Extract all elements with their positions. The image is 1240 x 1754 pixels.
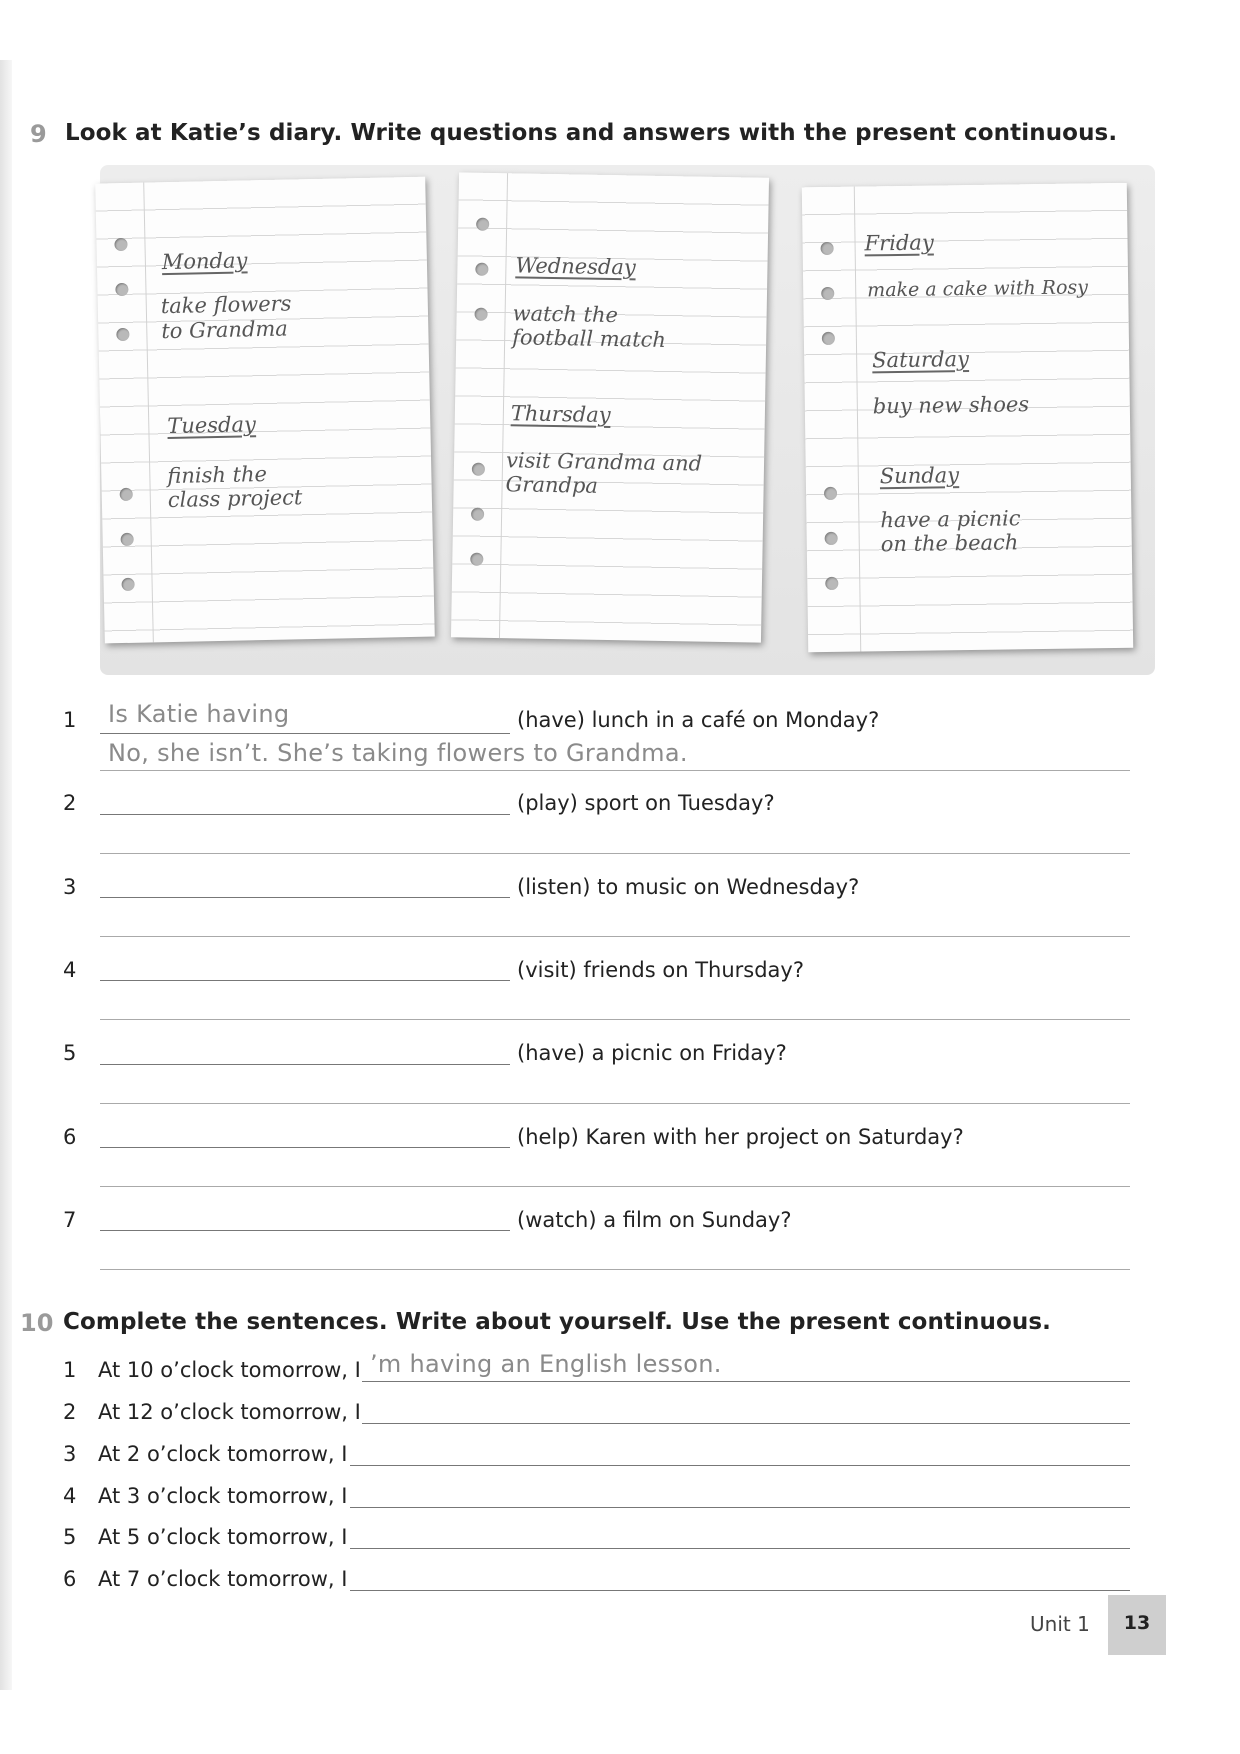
- question-prompt: (watch) a film on Sunday?: [517, 1208, 792, 1232]
- binder-hole: [121, 533, 134, 546]
- question-blank[interactable]: [100, 1147, 510, 1148]
- diary-page-2: [451, 172, 769, 642]
- question-prompt: (play) sport on Tuesday?: [517, 791, 775, 815]
- sentence-number: 6: [63, 1567, 77, 1591]
- sentence-number: 3: [63, 1442, 77, 1466]
- diary-entry: make a cake with Rosy: [867, 276, 1089, 302]
- question-blank[interactable]: [100, 733, 510, 734]
- binder-hole: [476, 218, 489, 231]
- sentence-text: At 2 o’clock tomorrow, I: [98, 1442, 348, 1466]
- diary-day-tuesday: Tuesday: [167, 412, 257, 439]
- diary-day-saturday: Saturday: [872, 346, 970, 373]
- sentence-text: At 10 o’clock tomorrow, I: [98, 1358, 361, 1382]
- diary-day-sunday: Sunday: [879, 463, 960, 489]
- diary-page-3: [802, 183, 1133, 652]
- sentence-text: At 5 o’clock tomorrow, I: [98, 1525, 348, 1549]
- diary-entry: football match: [512, 325, 667, 352]
- answer-line[interactable]: [100, 853, 1130, 854]
- diary-entry: buy new shoes: [872, 392, 1030, 419]
- question-number: 3: [63, 875, 77, 899]
- question-answer-start: Is Katie having: [108, 700, 290, 728]
- question-prompt: (help) Karen with her project on Saturday?: [517, 1125, 964, 1149]
- diary-day-wednesday: Wednesday: [515, 253, 636, 280]
- binder-hole: [824, 487, 837, 500]
- sentence-blank[interactable]: [350, 1548, 1130, 1549]
- answer-line[interactable]: [100, 770, 1130, 771]
- sentence-number: 2: [63, 1400, 77, 1424]
- footer-unit-label: Unit 1: [1030, 1612, 1090, 1636]
- question-prompt: (have) lunch in a café on Monday?: [517, 708, 880, 732]
- diary-day-monday: Monday: [161, 248, 248, 275]
- question-number: 2: [63, 791, 77, 815]
- question-prompt: (have) a picnic on Friday?: [517, 1041, 787, 1065]
- exercise-9-instruction: Look at Katie’s diary. Write questions and answers with the present continuous.: [65, 120, 1118, 146]
- binder-hole: [471, 508, 484, 521]
- sentence-blank[interactable]: [362, 1423, 1130, 1424]
- binder-hole: [114, 238, 127, 251]
- diary-entry: visit Grandma and: [505, 448, 703, 476]
- diary-page-1: [95, 177, 435, 644]
- binder-hole: [825, 532, 838, 545]
- diary-entry: finish the: [167, 461, 268, 489]
- binder-hole: [474, 308, 487, 321]
- question-answer: No, she isn’t. She’s taking flowers to Grandma.: [108, 739, 688, 767]
- binder-hole: [821, 242, 834, 255]
- question-prompt: (listen) to music on Wednesday?: [517, 875, 860, 899]
- binder-hole: [470, 553, 483, 566]
- question-number: 7: [63, 1208, 77, 1232]
- sentence-number: 5: [63, 1525, 77, 1549]
- diary-entry: Grandpa: [505, 472, 599, 498]
- sentence-blank[interactable]: [362, 1381, 1130, 1382]
- sentence-blank[interactable]: [350, 1590, 1130, 1591]
- sentence-text: At 3 o’clock tomorrow, I: [98, 1484, 348, 1508]
- question-blank[interactable]: [100, 980, 510, 981]
- binder-hole: [116, 328, 129, 341]
- binder-hole: [822, 332, 835, 345]
- sentence-blank[interactable]: [350, 1507, 1130, 1508]
- question-number: 6: [63, 1125, 77, 1149]
- question-blank[interactable]: [100, 814, 510, 815]
- question-prompt: (visit) friends on Thursday?: [517, 958, 804, 982]
- page-edge-shadow: [0, 60, 12, 1690]
- diary-day-thursday: Thursday: [510, 401, 611, 428]
- exercise-9-number: 9: [30, 120, 47, 148]
- diary-entry: to Grandma: [161, 316, 289, 344]
- sentence-answer: ’m having an English lesson.: [370, 1350, 722, 1378]
- question-number: 4: [63, 958, 77, 982]
- diary-entry: have a picnic: [880, 506, 1021, 533]
- sentence-blank[interactable]: [350, 1465, 1130, 1466]
- answer-line[interactable]: [100, 1103, 1130, 1104]
- sentence-text: At 7 o’clock tomorrow, I: [98, 1567, 348, 1591]
- question-blank[interactable]: [100, 1064, 510, 1065]
- binder-hole: [472, 463, 485, 476]
- answer-line[interactable]: [100, 1269, 1130, 1270]
- question-number: 5: [63, 1041, 77, 1065]
- question-blank[interactable]: [100, 1230, 510, 1231]
- binder-hole: [121, 578, 134, 591]
- diary-entry: class project: [167, 485, 303, 513]
- sentence-number: 4: [63, 1484, 77, 1508]
- diary-entry: take flowers: [160, 291, 292, 319]
- question-blank[interactable]: [100, 897, 510, 898]
- binder-hole: [120, 488, 133, 501]
- sentence-number: 1: [63, 1358, 77, 1382]
- diary-entry: watch the: [512, 301, 619, 328]
- answer-line[interactable]: [100, 1186, 1130, 1187]
- answer-line[interactable]: [100, 1019, 1130, 1020]
- page-number: 13: [1123, 1612, 1151, 1634]
- diary-day-friday: Friday: [864, 230, 934, 256]
- question-number: 1: [63, 708, 77, 732]
- binder-hole: [115, 283, 128, 296]
- binder-hole: [825, 577, 838, 590]
- answer-line[interactable]: [100, 936, 1130, 937]
- binder-hole: [475, 263, 488, 276]
- exercise-10-number: 10: [20, 1309, 54, 1337]
- diary-entry: on the beach: [880, 530, 1019, 557]
- sentence-text: At 12 o’clock tomorrow, I: [98, 1400, 361, 1424]
- binder-hole: [821, 287, 834, 300]
- exercise-10-instruction: Complete the sentences. Write about yourself. Use the present continuous.: [63, 1309, 1051, 1335]
